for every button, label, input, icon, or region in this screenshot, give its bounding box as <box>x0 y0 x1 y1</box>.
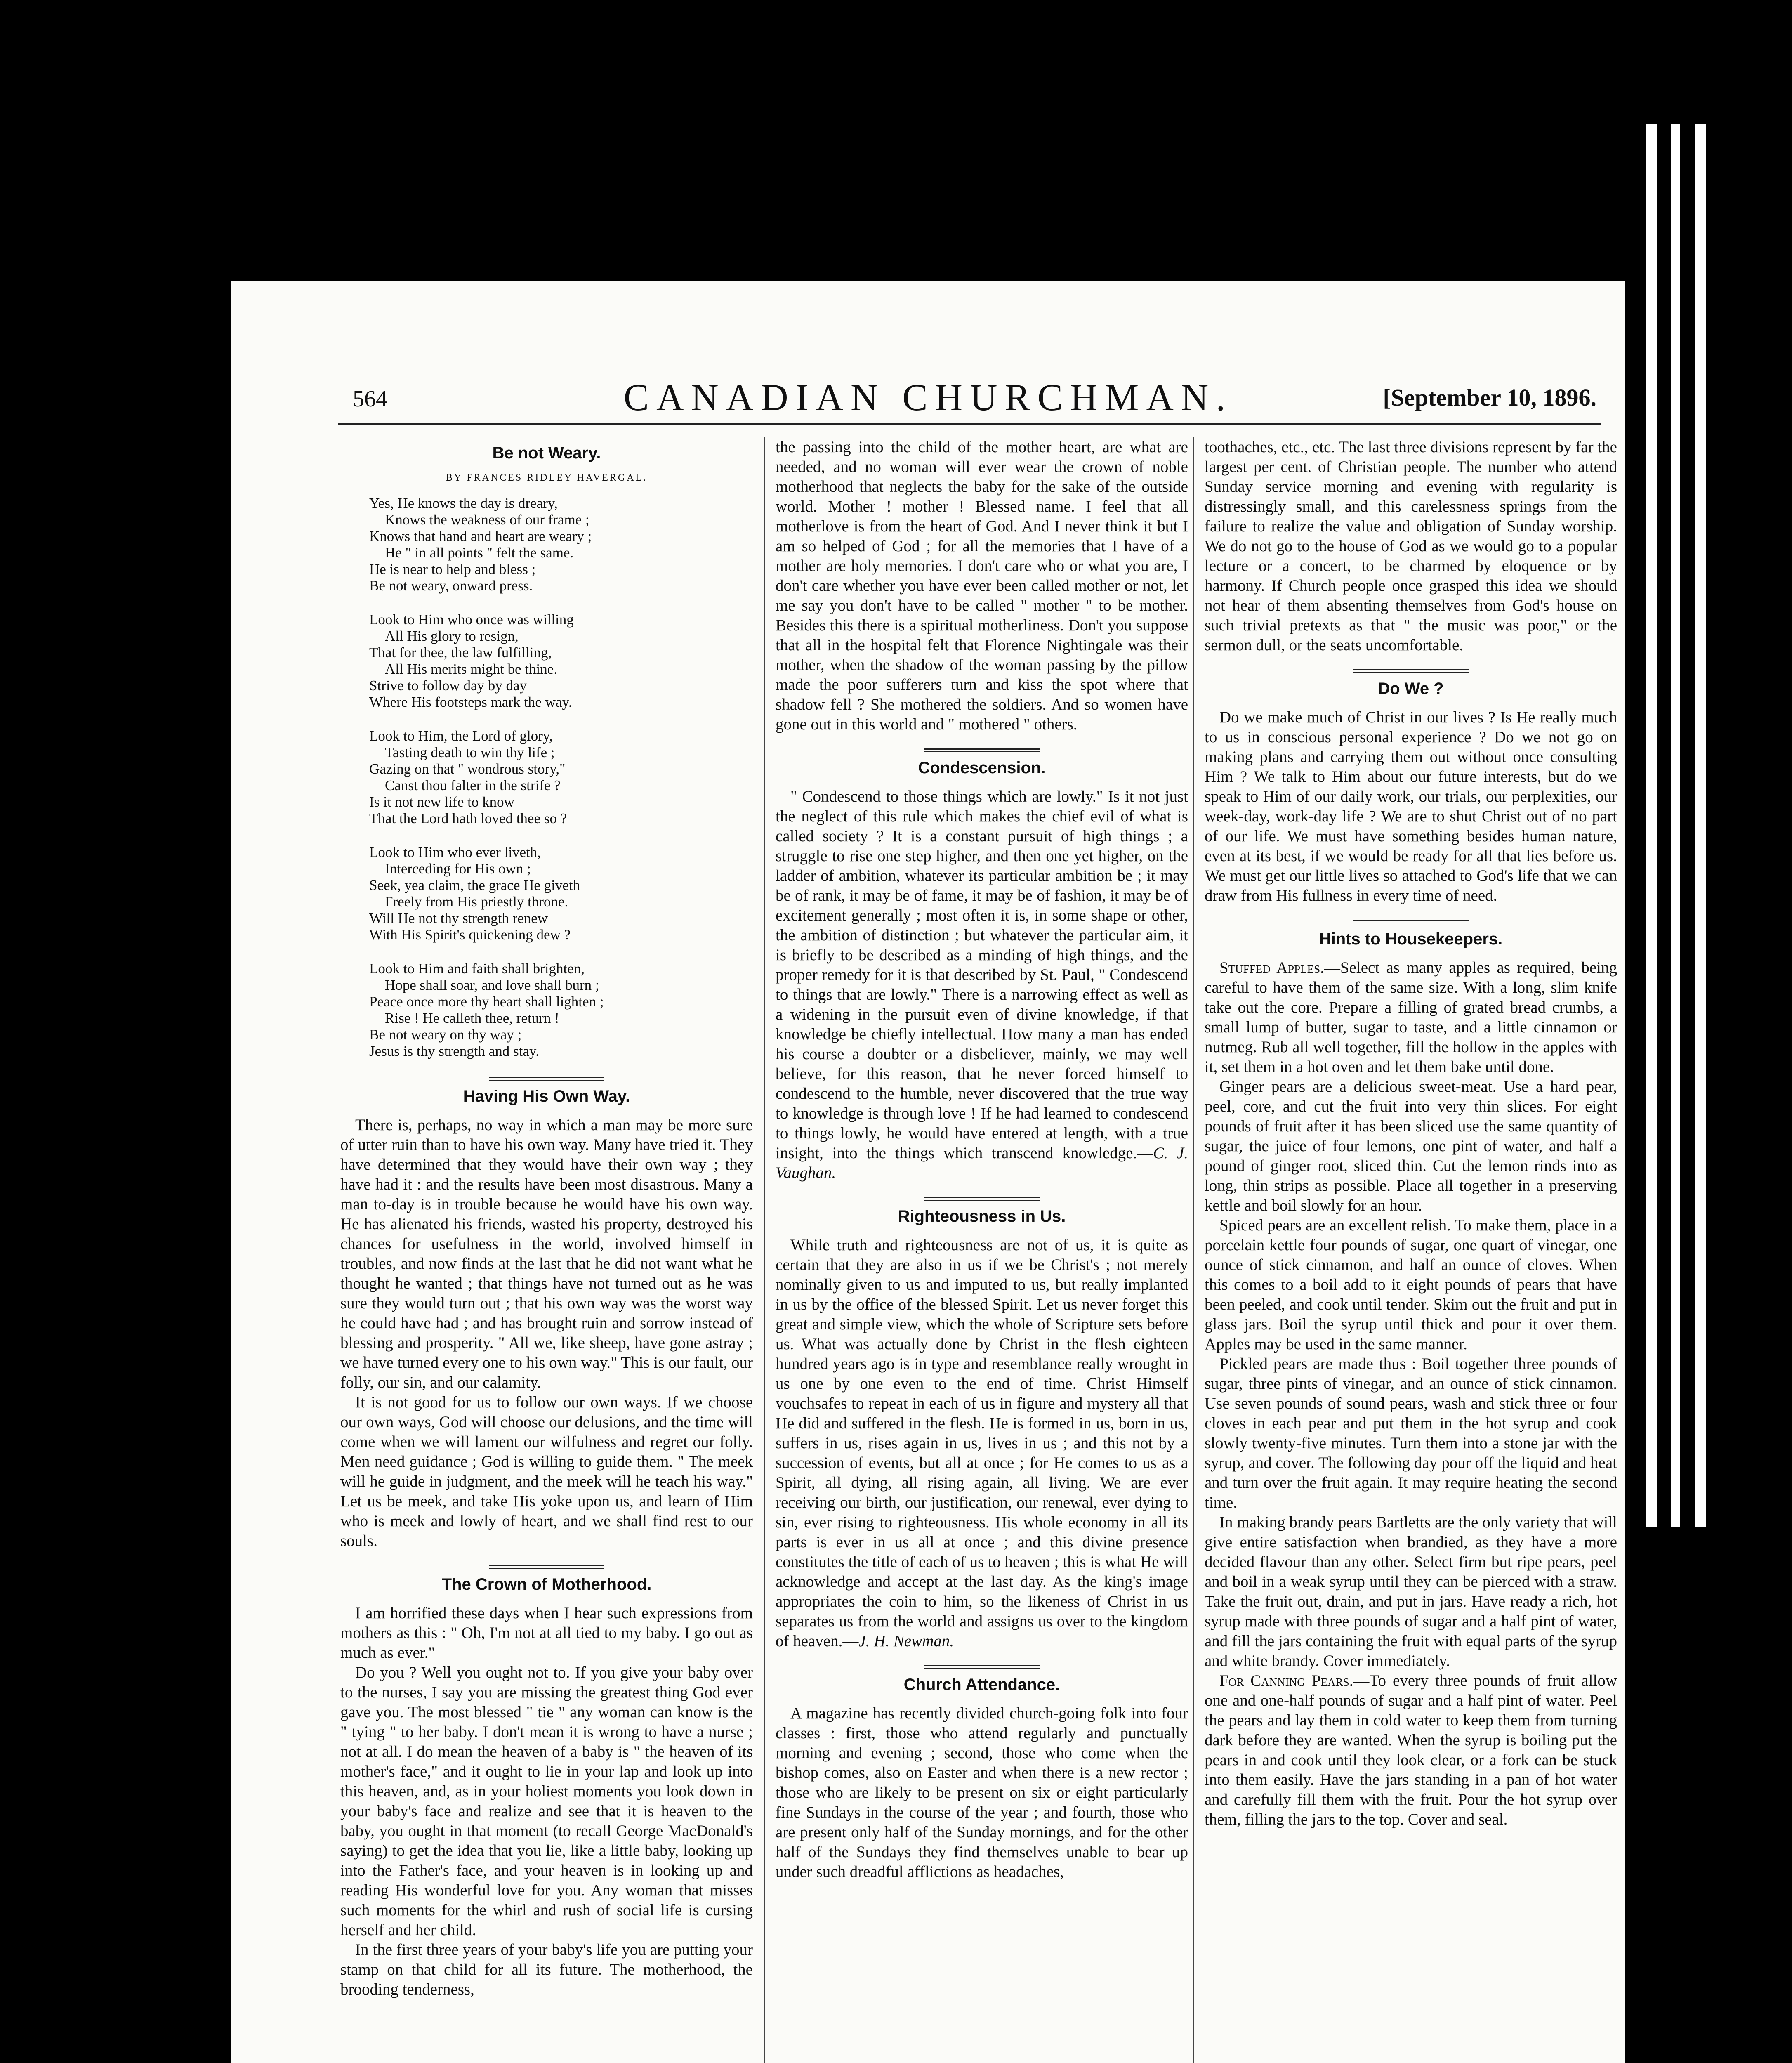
paragraph: It is not good for us to follow our own ways. If we choose our own ways, God will choose our delusions, and the time will come when we will lament our wilfulness and regret our folly. Men need guidance ; God is willing to guide them. " The meek will he guide in judgment, and the meek will he teach his way." Let us be meek, and take His yoke upon us, and learn of Him who is meek and lowly of heart, and we shall find rest to our souls. <box>340 1393 753 1550</box>
column-2 <box>776 437 1188 1882</box>
article-having-his-own-way <box>340 1086 753 1551</box>
poem-line: Look to Him and faith shall brighten, <box>369 961 585 977</box>
journal-title: CANADIAN CHURCHMAN. <box>623 376 1233 418</box>
section-divider <box>1353 920 1469 923</box>
paragraph: There is, perhaps, no way in which a man may be more sure of utter ruin than to have his own way. Many have tried it. They have determined that they would have their own way ; they have had it : and the results have been most disastrous. Many a man to-day is in trouble because he would have his own way. He has alienated his friends, wasted his property, destroyed his chances for usefulness in the world, involved himself in troubles, and now finds at the last that he did not want what he thought he wanted ; that things have not turned out as he was sure they would turn out ; that his own way was the worst way he could have had ; and has brought ruin and sorrow instead of blessing and prosperity. " All we, like sheep, have gone astray ; we have turned every one to his own way." This is our fault, our folly, our sin, and our calamity. <box>340 1116 753 1391</box>
poem-line: Interceding for His own ; <box>385 861 531 877</box>
paragraph: A magazine has recently divided church-going folk into four classes : first, those who attend regularly and punctually morning and evening ; second, those who come when the bishop comes, also on Easter and when there is a new rector ; those who are likely to be present on six or eight particularly fine Sundays in the course of the year ; and fourth, those who are present only half of the Sunday mornings, and for the other half of the Sundays they find themselves unable to bear up under such dreadful afflictions as headaches, <box>776 1704 1188 1881</box>
section-divider <box>924 1665 1040 1669</box>
article-do-we <box>1205 679 1617 906</box>
paragraph: In making brandy pears Bartletts are the only variety that will give entire satisfaction when brandied, as they have a more decided flavour than any other. Select firm but ripe pears, peel and boil in a weak syrup until they can be pierced with a straw. Take the fruit out, drain, and put in jars. Have ready a rich, hot syrup made with three pounds of sugar and a half pint of water, and fill the jars containing the fruit with equal parts of the syrup and white brandy. Cover immediately. <box>1205 1513 1617 1670</box>
recipe-lead: For Canning Pears. <box>1219 1672 1353 1690</box>
article-title: Hints to Housekeepers. <box>1319 930 1503 948</box>
article-title: Do We ? <box>1378 680 1444 698</box>
section-divider <box>924 1197 1040 1201</box>
poem-line: Peace once more thy heart shall lighten ; <box>369 994 604 1010</box>
article-righteousness-in-us <box>776 1206 1188 1651</box>
article-condescension <box>776 758 1188 1183</box>
attribution: J. H. Newman. <box>858 1632 954 1650</box>
section-divider <box>489 1077 604 1081</box>
poem-line: With His Spirit's quickening dew ? <box>369 927 571 943</box>
article-title: Righteousness in Us. <box>898 1207 1066 1225</box>
paragraph: Spiced pears are an excellent relish. To make them, place in a porcelain kettle four pounds of sugar, one quart of vinegar, one ounce of stick cinnamon, and half an ounce of cloves. When this comes to a boil add to it eight pounds of pears that have been peeled, and cook until tender. Skim out the fruit and put in glass jars. Boil the syrup until thick and pour it over them. Apples may be used in the same manner. <box>1205 1216 1617 1353</box>
poem-stanza <box>340 611 753 710</box>
article-church-attendance <box>776 1675 1188 1882</box>
paragraph-text: —Select as many apples as required, being careful to have them of the same size. With a long, slim knife take out the core. Prepare a filling of grated bread crumbs, a small lump of butter, sugar to taste, and a little cinnamon or nutmeg. Rub all well together, fill the hollow in the apples with it, set them in a hot oven and let them bake until done. <box>1205 959 1617 1076</box>
attribution: C. J. Vaughan. <box>776 1144 1188 1182</box>
article-title: Be not Weary. <box>492 444 601 462</box>
poem-stanza <box>340 844 753 943</box>
paragraph <box>1205 1671 1617 1829</box>
poem-line: Seek, yea claim, the grace He giveth <box>369 877 580 893</box>
poem-line: Look to Him who once was willing <box>369 611 574 628</box>
poem-line: He is near to help and bless ; <box>369 561 536 577</box>
paragraph-text: While truth and righteousness are not of us, it is quite as certain that they are also in us if we be Christ's ; not merely nominally given to us and imputed to us, but really implanted in us by the office of the blessed Spirit. Let us never forget this great and simple view, which the whole of Scripture sets before us. What was actually done by Christ in the flesh eighteen hundred years ago is in type and resemblance really wrought in us one by one even to the end of time. Christ Himself vouchsafes to repeat in each of us in figure and mystery all that He did and suffered in the flesh. He is formed in us, born in us, suffers in us, rises again in us, lives in us ; and this not by a succession of events, but all at once ; for He comes to us as a Spirit, all dying, all rising again, all living. We are ever receiving our birth, our justification, our renewal, ever dying to sin, ever rising to righteousness. His whole economy in all its parts is ever in us all at once ; and this divine presence constitutes the title of each of us to heaven ; this is what He will acknowledge and accept at the last day. As the king's image appropriates the coin to him, so the likeness of Christ in us separates us from the world and assigns us over to the kingdom of heaven.— <box>776 1236 1188 1650</box>
poem-line: Knows that hand and heart are weary ; <box>369 528 592 544</box>
poem-line: Canst thou falter in the strife ? <box>385 777 561 793</box>
poem-line: That for thee, the law fulfilling, <box>369 644 552 661</box>
poem-line: Knows the weakness of our frame ; <box>385 512 589 528</box>
poem-stanza <box>340 961 753 1060</box>
scan-rail <box>1695 124 1706 1527</box>
poem-line: Tasting death to win thy life ; <box>385 744 555 760</box>
paragraph-continued: the passing into the child of the mother heart, are what are needed, and no woman will ever wear the crown of noble motherhood that neglects the baby for the sake of the outside world. Mother ! mother ! Blessed name. I feel that all motherlove is from the heart of God. And I never think it but I am so helped of God ; for all the memories that I have of a mother are holy memories. I don't care who or what you are, I don't care whether you have ever been called mother or not, let me say you don't have to be called " mother " to be mother. Besides this there is a spiritual motherliness. Don't you suppose that all in the hospital felt that Florence Nightingale was their mother, when the shadow of the woman passing by the pillow made the poor sufferers turn and kiss the spot where that shadow fell ? She mothered the soldiers. And so women have gone out in this world and " mothered " others. <box>776 438 1188 733</box>
paragraph: Pickled pears are made thus : Boil together three pounds of sugar, three pints of vinegar, and an ounce of stick cinnamon. Use seven pounds of sound pears, wash and stick three or four cloves in each pear and put them in the hot syrup and cook slowly twenty-five minutes. Turn them into a stone jar with the syrup, and cover. The following day pour off the liquid and heat and turn over the fruit again. It may require heating the second time. <box>1205 1355 1617 1511</box>
paragraph: Do we make much of Christ in our lives ? Is He really much to us in conscious personal experience ? Do we not go on making plans and carrying them out without once consulting Him ? We talk to Him about our future interests, but do we speak to Him of our daily work, our trials, our perplexities, our week-day, work-day life ? We are to shut Christ out of no part of our life. We must have something besides human nature, even at its best, if we would be ready for all that lies before us. We must get our little lives so attached to God's life that we can draw from His fullness in every time of need. <box>1205 708 1617 904</box>
poem-line: Be not weary, onward press. <box>369 578 533 594</box>
poem-line: All His merits might be thine. <box>385 661 558 677</box>
poem-line: Strive to follow day by day <box>369 677 527 694</box>
byline: BY FRANCES RIDLEY HAVERGAL. <box>446 472 648 483</box>
poem-line: Jesus is thy strength and stay. <box>369 1043 539 1059</box>
article-be-not-weary <box>340 443 753 1060</box>
poem-line: Look to Him, the Lord of glory, <box>369 728 553 744</box>
column-rule <box>1193 437 1194 2063</box>
poem-line: Rise ! He calleth thee, return ! <box>385 1010 559 1026</box>
issue-date: [September 10, 1896. <box>1383 384 1596 411</box>
column-1 <box>340 437 753 1999</box>
recipe-lead: Stuffed Apples. <box>1219 959 1324 977</box>
article-title: Church Attendance. <box>903 1676 1060 1694</box>
poem-line: All His glory to resign, <box>385 628 519 644</box>
paragraph: Do you ? Well you ought not to. If you give your baby over to the nurses, I say you are missing the greatest thing God ever gave you. The most blessed " tie " any woman can know is the " tying " to her baby. I don't mean it is wrong to have a nurse ; not at all. I do mean the heaven of a baby is " the heaven of its mother's face," and it ought to lie in your lap and look up into this heaven, and, as in your holiest moments you look down in your baby's face and realize and see that it is heaven to the baby, you ought in that moment (to recall George MacDonald's saying) to get the idea that you lie, like a little baby, looking up into the Father's face, and your heaven is in looking up and reading His wonderful love for you. Any woman that misses such moments for the whirl and rush of social life is cursing herself and her child. <box>340 1664 753 1939</box>
article-title: The Crown of Motherhood. <box>441 1575 652 1593</box>
page-number: 564 <box>353 386 387 412</box>
poem-line: Where His footsteps mark the way. <box>369 694 572 710</box>
paragraph <box>776 1235 1188 1651</box>
scan-rail <box>1671 124 1680 1527</box>
poem-line: Look to Him who ever liveth, <box>369 844 541 860</box>
section-divider <box>489 1565 604 1569</box>
scan-dark-edge <box>0 0 231 2063</box>
poem-line: Gazing on that " wondrous story," <box>369 761 566 777</box>
poem-stanza <box>340 495 753 594</box>
paragraph <box>1205 958 1617 1077</box>
poem-line: That the Lord hath loved thee so ? <box>369 810 567 826</box>
article-crown-of-motherhood <box>340 1574 753 1999</box>
masthead <box>231 281 1625 418</box>
paragraph <box>776 787 1188 1183</box>
poem-line: Freely from His priestly throne. <box>385 894 568 910</box>
newspaper-page <box>231 281 1625 2063</box>
poem-line: Will He not thy strength renew <box>369 910 548 926</box>
poem-stanza <box>340 728 753 827</box>
poem-line: Is it not new life to know <box>369 794 514 810</box>
paragraph: Ginger pears are a delicious sweet-meat. Use a hard pear, peel, core, and cut the fruit into very thin slices. For eight pounds of fruit after it has been sliced use the same quantity of sugar, the juice of four lemons, one pint of water, and half a pound of ginger root, sliced thin. Cut the lemon rinds into as long, thin strips as possible. Place all together in a preserving kettle and boil slowly for an hour. <box>1205 1078 1617 1214</box>
column-3 <box>1205 437 1617 1829</box>
poem-line: He " in all points " felt the same. <box>385 545 574 561</box>
paragraph-text: —To every three pounds of fruit allow one and one-half pounds of sugar and a half pint of water. Peel the pears and lay them in cold water to keep them from turning dark before they are wanted. When the syrup is boiling put the pears in and cook until they look clear, or a fork can be stuck into them easily. Have the jars standing in a pan of hot water and carefully fill them with the fruit. Pour the hot syrup over them, filling the jars to the top. Cover and seal. <box>1205 1672 1617 1828</box>
column-rule <box>764 437 765 2063</box>
masthead-rule <box>338 423 1601 425</box>
section-divider <box>924 748 1040 752</box>
article-title: Condescension. <box>918 759 1046 777</box>
scan-rail <box>1646 124 1657 1527</box>
poem-line: Be not weary on thy way ; <box>369 1027 522 1043</box>
poem-line: Yes, He knows the day is dreary, <box>369 495 558 511</box>
article-title: Having His Own Way. <box>463 1087 630 1105</box>
paragraph-text: " Condescend to those things which are lowly." Is it not just the neglect of this rule which makes the chief evil of what is called society ? It is a constant pursuit of high things ; a struggle to rise one step higher, and then one yet higher, on the ladder of ambition, whatever its particular ambition be ; it may be of rank, it may be of fame, it may be of fashion, it may be of excitement generally ; most often it is, in some shape or other, the ambition of distinction ; but whatever the particular aim, it is briefly to be described as a minding of high things, and the proper remedy for it is that described by St. Paul, " Condescend to things that are lowly." There is a narrowing effect as well as a widening in the pursuit even of divine knowledge, if that knowledge be chiefly intellectual. How many a man has ended his course a doubter or a disbeliever, mainly, we may well believe, for this reason, that he never forced himself to condescend to the humble, never discovered that the true way to knowledge is through love ! If he had learned to condescend to things lowly, he would have entered at length, with a true insight, into the things which transcend knowledge.— <box>776 788 1188 1162</box>
section-divider <box>1353 669 1469 673</box>
article-hints-to-housekeepers <box>1205 929 1617 1829</box>
paragraph-continued: toothaches, etc., etc. The last three divisions represent by far the largest per cent. of Christian people. The number who attend Sunday service morning and evening with regularity is distressingly small, and this carelessness springs from the failure to realize the value and obligation of Sunday worship. We do not go to the house of God as we would go to a popular lecture or a concert, to be charmed by eloquence or by harmony. If Church people once grasped this idea we should not hear of them absenting themselves from God's house on such trivial pretexts as that " the music was poor," or the sermon dull, or the seats uncomfortable. <box>1205 438 1617 654</box>
poem-line: Hope shall soar, and love shall burn ; <box>385 977 599 993</box>
paragraph: I am horrified these days when I hear such expressions from mothers as this : " Oh, I'm not at all tied to my baby. I go out as much as ever." <box>340 1604 753 1662</box>
paragraph: In the first three years of your baby's life you are putting your stamp on that child for all its future. The motherhood, the brooding tenderness, <box>340 1941 753 1998</box>
